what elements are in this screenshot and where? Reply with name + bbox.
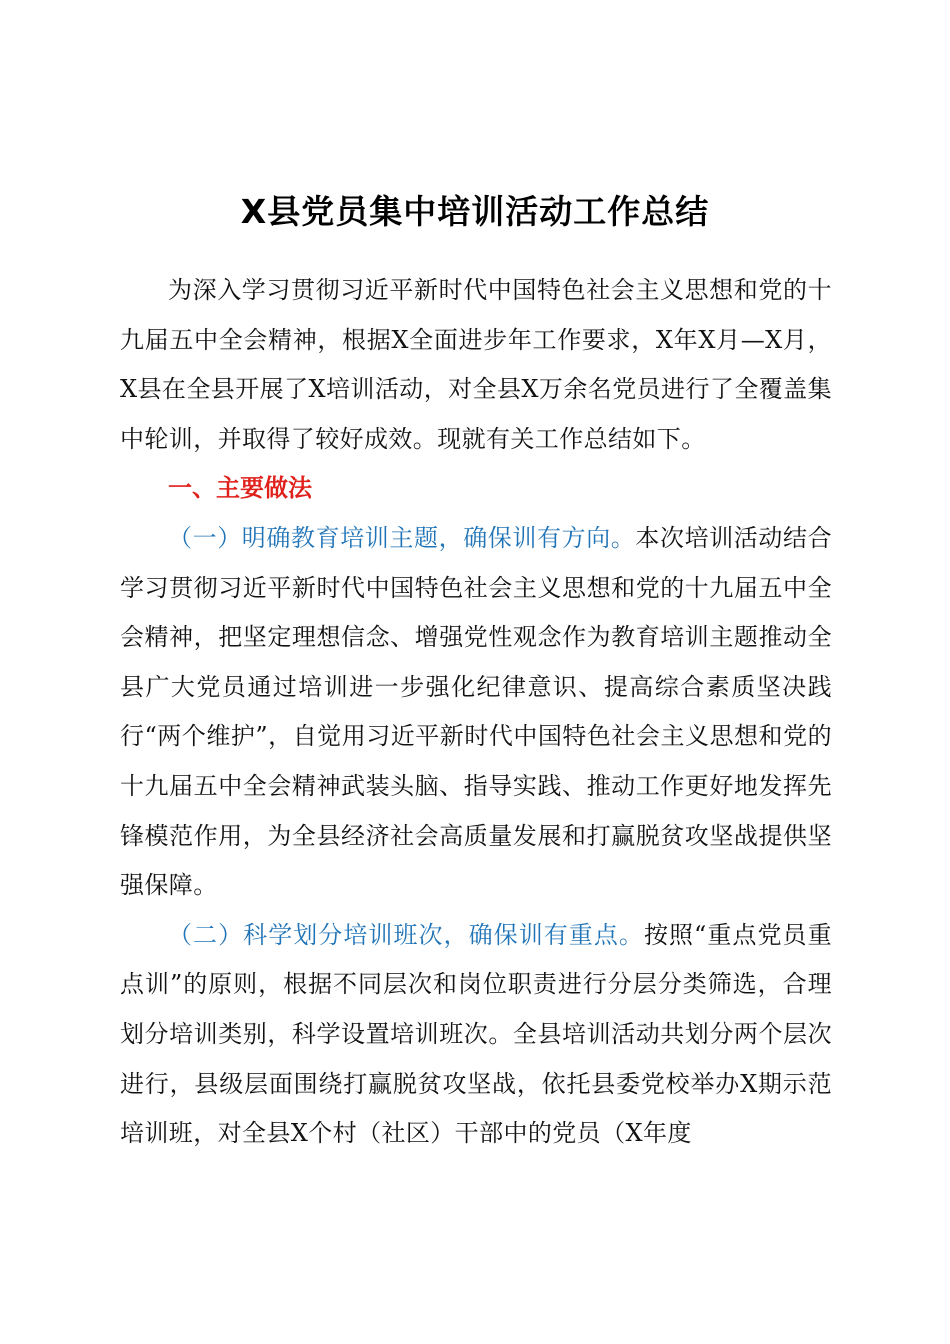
subsection-paragraph-2 bbox=[120, 911, 832, 1159]
subsection-body-2: 按照“重点党员重点训”的原则，根据不同层次和岗位职责进行分层分类筛选，合理划分培训类别，科学设置培训班次。全县培训活动共划分两个层次进行，县级层面围绕打赢脱贫攻坚战，依托县委党校举办X期示范培训班，对全县X个村（社区）干部中的党员（X年度 bbox=[120, 920, 832, 1148]
subsection-body-1: 本次培训活动结合学习贯彻习近平新时代中国特色社会主义思想和党的十九届五中全会精神，把坚定理想信念、增强党性观念作为教育培训主题推动全县广大党员通过培训进一步强化纪律意识、提高综合素质坚决践行“两个维护”，自觉用习近平新时代中国特色社会主义思想和党的十九届五中全会精神武装头脑、指导实践、推动工作更好地发挥先锋模范作用，为全县经济社会高质量发展和打赢脱贫攻坚战提供坚强保障。 bbox=[120, 523, 832, 900]
subsection-heading-2: （二）科学划分培训班次，确保训有重点。 bbox=[168, 920, 644, 949]
section-heading-main-practices: 一、主要做法 bbox=[168, 474, 312, 503]
document-body bbox=[120, 266, 832, 1159]
intro-paragraph: 为深入学习贯彻习近平新时代中国特色社会主义思想和党的十九届五中全会精神，根据X全面进步年工作要求，X年X月—X月，X县在全县开展了X培训活动，对全县X万余名党员进行了全覆盖集中轮训，并取得了较好成效。现就有关工作总结如下。 bbox=[120, 276, 832, 453]
subsection-heading-1: （一）明确教育培训主题，确保训有方向。 bbox=[168, 523, 636, 552]
document-title: X县党员集中培训活动工作总结 bbox=[240, 192, 710, 231]
subsection-paragraph-1 bbox=[120, 514, 832, 911]
